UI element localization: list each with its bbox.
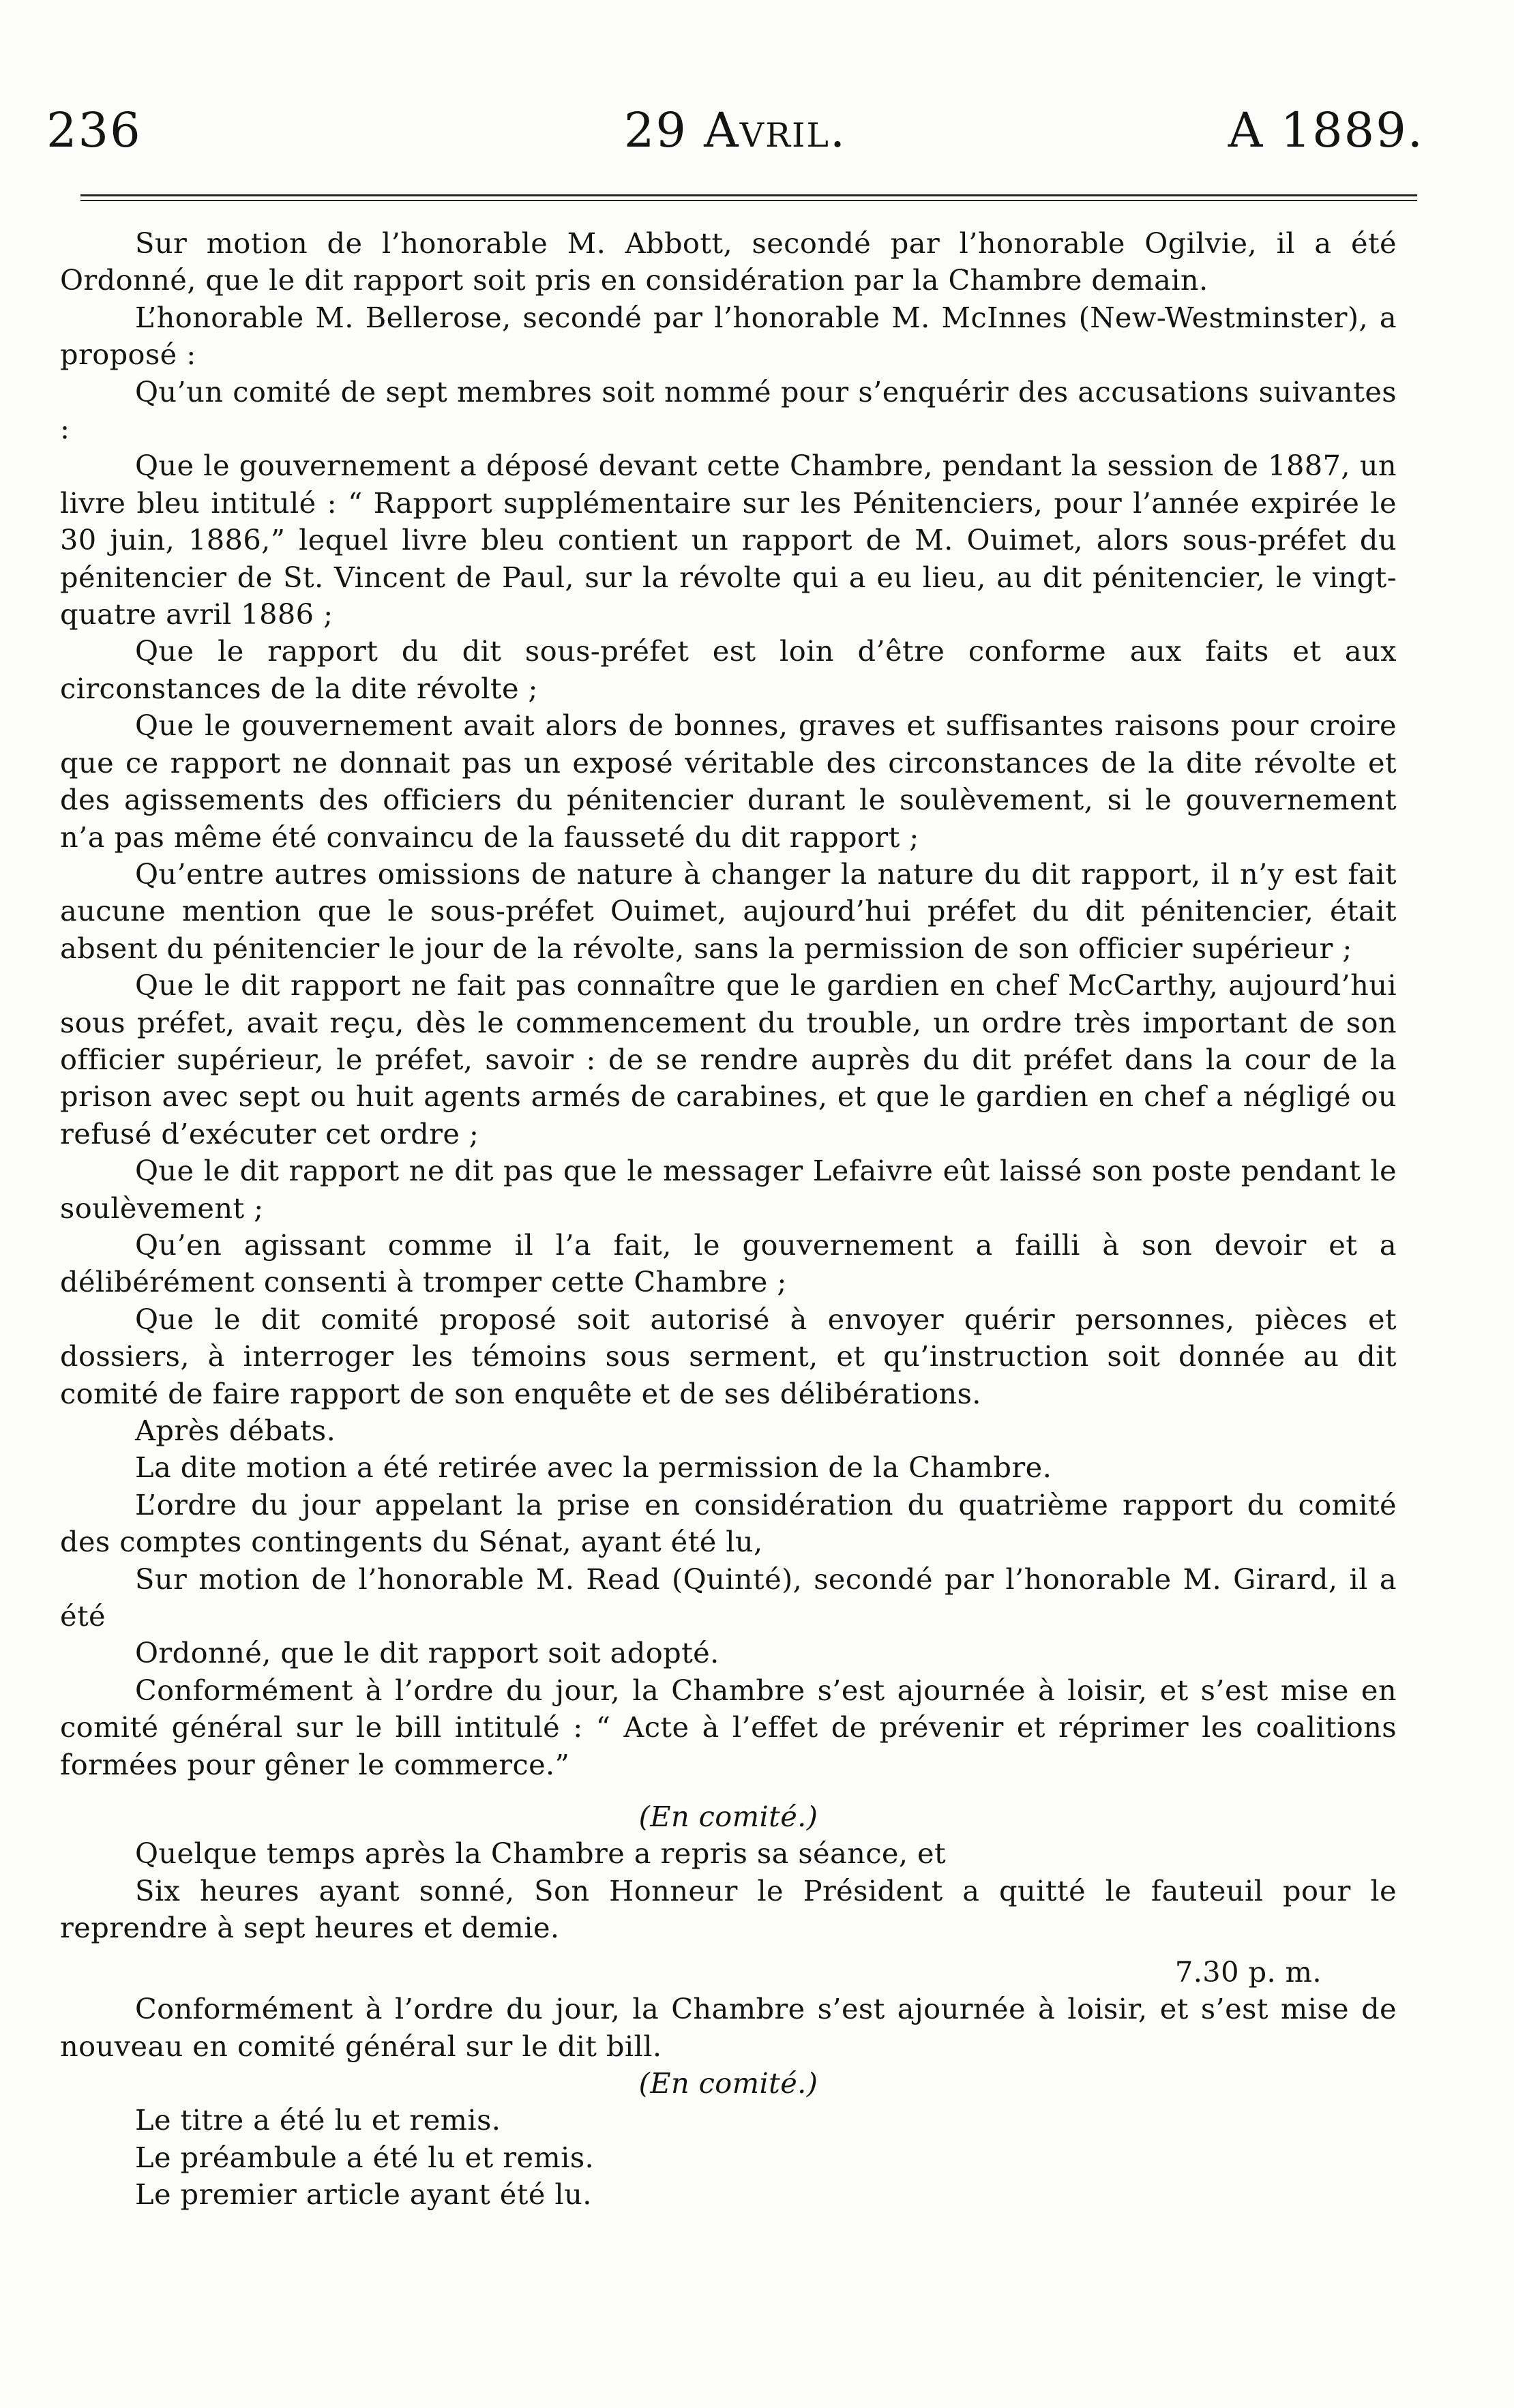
paragraph: Après débats. [135,1414,336,1447]
header-date: 29 Avril. [623,102,847,158]
paragraph: Que le rapport du dit sous-préfet est loin d’être conforme aux faits et aux circonstances de la dite révolte ; [60,634,1397,705]
paragraph: Qu’entre autres omissions de nature à changer la nature du dit rapport, il n’y est fait aucune mention que le sous-préfet Ouimet, aujourd’hui préfet du dit pénitencier, était absent du pénitencier le jour de la révolte, sans la permission de son officier supérieur ; [60,857,1397,965]
paragraph: La dite motion a été retirée avec la permission de la Chambre. [135,1451,1052,1485]
header-rule-double [80,200,1417,201]
page-body [60,225,1397,2214]
list-item: Le titre a été lu et remis. [135,2103,501,2137]
paragraph: Quelque temps après la Chambre a repris sa séance, et [135,1837,947,1871]
paragraph: Sur motion de l’honorable M. Abbott, secondé par l’honorable Ogilvie, il a été Ordonné, que le dit rapport soit pris en considération par la Chambre demain. [60,226,1397,297]
paragraph: Qu’en agissant comme il l’a fait, le gouvernement a failli à son devoir et a délibérément consenti à tromper cette Chambre ; [60,1228,1397,1299]
header-year: A 1889. [1228,102,1424,158]
paragraph: Conformément à l’ordre du jour, la Chambre s’est ajournée à loisir, et s’est mise de nouveau en comité général sur le dit bill. [60,1992,1397,2063]
page-number: 236 [46,102,142,158]
paragraph: L’ordre du jour appelant la prise en considération du quatrième rapport du comité des comptes contingents du Sénat, ayant été lu, [60,1487,1397,1559]
paragraph: Ordonné, que le dit rapport soit adopté. [135,1636,719,1670]
paragraph: Conformément à l’ordre du jour, la Chambre s’est ajournée à loisir, et s’est mise en comité général sur le bill intitulé : “ Acte à l’effet de prévenir et réprimer les coalitions formées pour gêner le commerce.” [60,1673,1397,1781]
paragraph: Que le dit comité proposé soit autorisé à envoyer quérir personnes, pièces et dossiers, à interroger les témoins sous serment, et qu’instruction soit donnée au dit comité de faire rapport de son enquête et de ses délibérations. [60,1302,1397,1410]
time-stamp: 7.30 p. m. [1174,1954,1322,1989]
paragraph: L’honorable M. Bellerose, secondé par l’honorable M. McInnes (New-Westminster), a proposé : [60,300,1397,372]
paragraph: Qu’un comité de sept membres soit nommé pour s’enquérir des accusations suivantes : [60,374,1397,446]
paragraph: Que le dit rapport ne dit pas que le messager Lefaivre eût laissé son poste pendant le soulèvement ; [60,1154,1397,1225]
spacer [60,1947,1397,1954]
spacer [60,1783,1397,1798]
paragraph: Que le gouvernement a déposé devant cette Chambre, pendant la session de 1887, un livre bleu intitulé : “ Rapport supplémentaire sur les Pénitenciers, pour l’année expirée le 30 juin, 1886,” lequel livre bleu contient un rapport de M. Ouimet, alors sous-préfet du pénitencier de St. Vincent de Paul, sur la révolte qui a eu lieu, au dit pénitencier, le vingt-quatre avril 1886 ; [60,449,1397,631]
header-rule [80,194,1417,196]
committee-heading: (En comité.) [638,2066,818,2100]
paragraph: Six heures ayant sonné, Son Honneur le Président a quitté le fauteuil pour le reprendre à sept heures et demie. [60,1873,1397,1945]
list-item: Le préambule a été lu et remis. [135,2140,595,2174]
paragraph: Que le dit rapport ne fait pas connaître que le gardien en chef McCarthy, aujourd’hui sous préfet, avait reçu, dès le commencement du trouble, un ordre très important de son officier supérieur, le préfet, savoir : de se rendre auprès du dit préfet dans la cour de la prison avec sept ou huit agents armés de carabines, et que le gardien en chef a négligé ou refusé d’exécuter cet ordre ; [60,968,1397,1150]
committee-heading: (En comité.) [638,1800,818,1834]
running-head [46,93,1424,168]
paragraph: Sur motion de l’honorable M. Read (Quinté), secondé par l’honorable M. Girard, il a été [60,1562,1397,1633]
list-item: Le premier article ayant été lu. [135,2177,592,2212]
paragraph: Que le gouvernement avait alors de bonnes, graves et suffisantes raisons pour croire que ce rapport ne donnait pas un exposé véritable des circonstances de la dite révolte et des agissements des officiers du pénitencier durant le soulèvement, si le gouvernement n’a pas même été convaincu de la fausseté du dit rapport ; [60,709,1397,854]
